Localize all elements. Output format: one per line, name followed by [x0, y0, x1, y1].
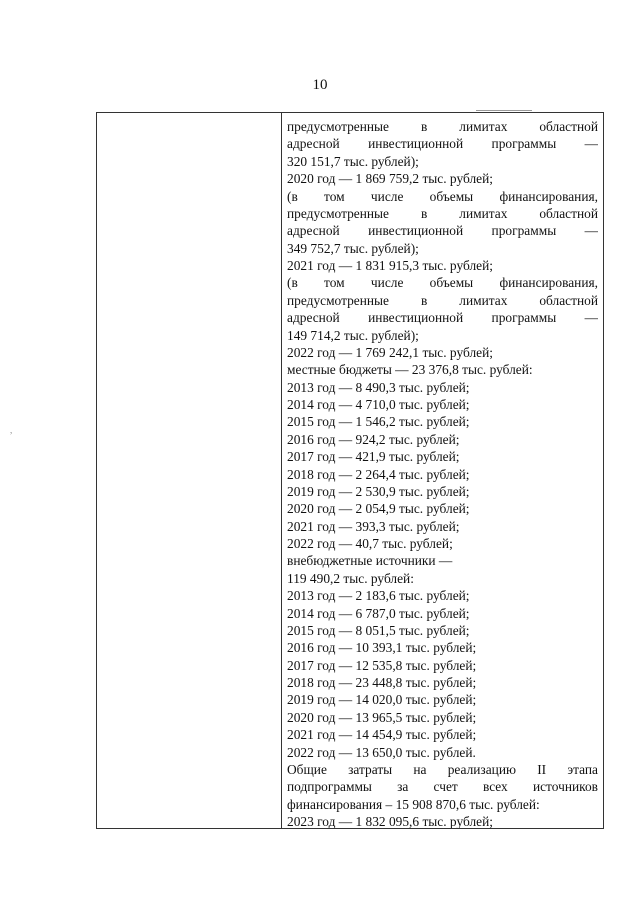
- text-line: финансирования – 15 908 870,6 тыс. рублей:: [287, 796, 540, 812]
- column-divider: [281, 113, 282, 828]
- financing-text-cell: [287, 118, 598, 829]
- text-line: предусмотренные в лимитах областной: [287, 292, 598, 308]
- text-line: 320 151,7 тыс. рублей);: [287, 153, 419, 169]
- text-line: 119 490,2 тыс. рублей:: [287, 570, 414, 586]
- text-line: 2020 год — 2 054,9 тыс. рублей;: [287, 501, 470, 517]
- text-line: местные бюджеты — 23 376,8 тыс. рублей:: [287, 362, 533, 378]
- text-line: 2015 год — 8 051,5 тыс. рублей;: [287, 622, 470, 638]
- text-line: 349 752,7 тыс. рублей);: [287, 240, 419, 256]
- text-line: 2018 год — 23 448,8 тыс. рублей;: [287, 675, 477, 690]
- text-line: 149 714,2 тыс. рублей);: [287, 327, 419, 343]
- text-line: предусмотренные в лимитах областной: [287, 205, 598, 221]
- text-line: 2020 год — 13 965,5 тыс. рублей;: [287, 709, 477, 725]
- text-line: 2020 год — 1 869 759,2 тыс. рублей;: [287, 171, 493, 187]
- text-line: 2017 год — 421,9 тыс. рублей;: [287, 449, 460, 465]
- text-line: 2018 год — 2 264,4 тыс. рублей;: [287, 466, 470, 482]
- text-line: 2019 год — 2 530,9 тыс. рублей;: [287, 483, 470, 499]
- financing-table: [96, 112, 604, 829]
- text-line: 2019 год — 14 020,0 тыс. рублей;: [287, 692, 477, 708]
- text-line: 2015 год — 1 546,2 тыс. рублей;: [287, 414, 470, 430]
- text-line: 2013 год — 8 490,3 тыс. рублей;: [287, 379, 470, 395]
- margin-mark: ,: [10, 425, 13, 435]
- text-line: (в том числе объемы финансирования,: [287, 275, 598, 291]
- text-line: 2014 год — 4 710,0 тыс. рублей;: [287, 397, 470, 412]
- text-line: предусмотренные в лимитах областной: [287, 119, 598, 134]
- text-line: адресной инвестиционной программы —: [287, 223, 598, 239]
- text-line: 2014 год — 6 787,0 тыс. рублей;: [287, 605, 470, 621]
- text-line: 2022 год — 13 650,0 тыс. рублей.: [287, 744, 476, 760]
- text-line: 2022 год — 40,7 тыс. рублей;: [287, 536, 453, 551]
- text-line: (в том числе объемы финансирования,: [287, 188, 598, 204]
- text-line: 2017 год — 12 535,8 тыс. рублей;: [287, 657, 477, 673]
- text-line: Общие затраты на реализацию II этапа: [287, 761, 598, 777]
- text-line: 2023 год — 1 832 095,6 тыс. рублей;: [287, 814, 493, 829]
- text-line: 2021 год — 393,3 тыс. рублей;: [287, 518, 460, 534]
- text-line: 2021 год — 1 831 915,3 тыс. рублей;: [287, 258, 493, 273]
- page-number: 10: [312, 77, 328, 93]
- text-line: 2016 год — 10 393,1 тыс. рублей;: [287, 640, 477, 656]
- text-line: 2013 год — 2 183,6 тыс. рублей;: [287, 588, 470, 604]
- text-line: адресной инвестиционной программы —: [287, 310, 598, 326]
- text-line: 2016 год — 924,2 тыс. рублей;: [287, 431, 460, 447]
- text-line: адресной инвестиционной программы —: [287, 136, 598, 152]
- top-rule: [476, 110, 532, 111]
- text-line: внебюджетные источники —: [287, 553, 453, 569]
- text-line: 2021 год — 14 454,9 тыс. рублей;: [287, 727, 477, 743]
- text-line: подпрограммы за счет всех источников: [287, 779, 598, 795]
- text-line: 2022 год — 1 769 242,1 тыс. рублей;: [287, 344, 493, 360]
